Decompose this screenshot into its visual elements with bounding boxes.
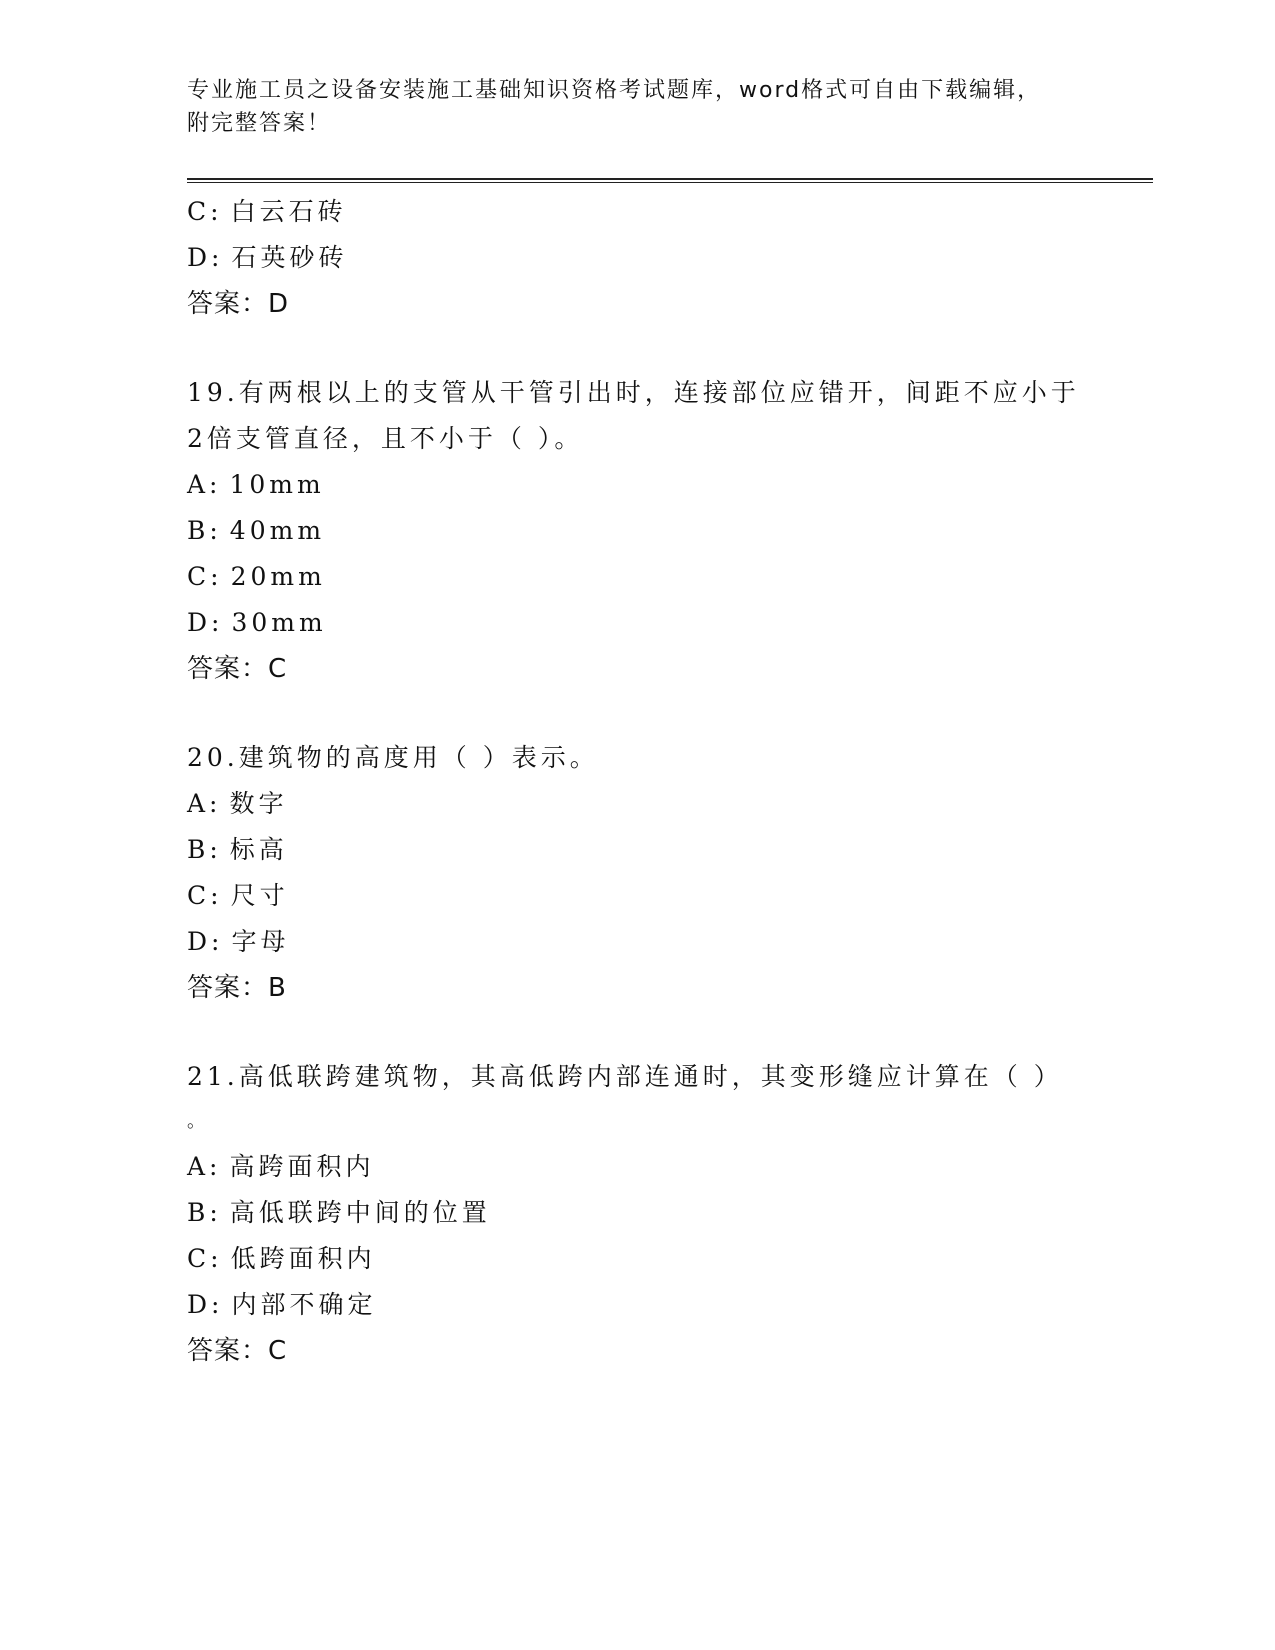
question-stem-line: 。 [187, 1111, 209, 1132]
option-label: D: [187, 243, 224, 272]
option-label: D: [187, 1290, 224, 1319]
answer-line: 答案：D [187, 289, 290, 319]
question-block-19 [187, 370, 1087, 692]
spacer [187, 327, 1087, 370]
option-label: B: [187, 516, 222, 545]
question-stem-line: 21.高低联跨建筑物，其高低跨内部连通时，其变形缝应计算在（ ） [187, 1062, 1063, 1091]
header-line-2: 附完整答案！ [187, 111, 332, 136]
question-stem-line: 19.有两根以上的支管从干管引出时，连接部位应错开，间距不应小于 [187, 378, 1080, 407]
option-text: 尺寸 [230, 881, 289, 910]
option-text: 10mm [229, 470, 325, 499]
option-c [187, 189, 1087, 235]
option-text: 数字 [229, 789, 288, 818]
option-b [187, 508, 1087, 554]
option-label: A: [187, 1152, 222, 1181]
option-d [187, 919, 1087, 965]
option-c [187, 554, 1087, 600]
header-line-1: 专业施工员之设备安装施工基础知识资格考试题库，word格式可自由下载编辑， [187, 78, 1042, 103]
option-label: B: [187, 1198, 222, 1227]
option-label: B: [187, 835, 222, 864]
option-a [187, 462, 1087, 508]
option-text: 内部不确定 [231, 1290, 377, 1319]
option-c [187, 873, 1087, 919]
option-a [187, 1144, 1087, 1190]
answer-line: 答案：C [187, 654, 288, 684]
option-text: 石英砂砖 [231, 243, 348, 272]
option-a [187, 781, 1087, 827]
option-d [187, 235, 1087, 281]
option-label: C: [187, 1244, 223, 1273]
question-block-20 [187, 735, 1087, 1011]
option-b [187, 827, 1087, 873]
option-text: 低跨面积内 [230, 1244, 376, 1273]
option-d [187, 1282, 1087, 1328]
option-label: A: [187, 789, 222, 818]
option-text: 字母 [231, 927, 290, 956]
option-label: C: [187, 197, 223, 226]
option-text: 高低联跨中间的位置 [229, 1198, 491, 1227]
document-header [187, 74, 1057, 140]
question-block-18 [187, 189, 1087, 327]
spacer [187, 692, 1087, 735]
option-label: A: [187, 470, 222, 499]
option-text: 白云石砖 [230, 197, 347, 226]
option-text: 30mm [231, 608, 327, 637]
option-text: 标高 [229, 835, 288, 864]
option-d [187, 600, 1087, 646]
header-divider [187, 178, 1153, 183]
option-b [187, 1190, 1087, 1236]
answer-line: 答案：C [187, 1336, 288, 1366]
option-c [187, 1236, 1087, 1282]
spacer [187, 1011, 1087, 1054]
question-block-21 [187, 1054, 1087, 1374]
question-stem-line: 2倍支管直径，且不小于（ ）。 [187, 424, 584, 453]
option-label: D: [187, 927, 224, 956]
option-text: 40mm [229, 516, 326, 545]
answer-line: 答案：B [187, 973, 287, 1003]
option-label: C: [187, 881, 223, 910]
question-list [187, 189, 1087, 1374]
option-text: 高跨面积内 [229, 1152, 375, 1181]
option-label: D: [187, 608, 224, 637]
question-stem-line: 20.建筑物的高度用（ ）表示。 [187, 743, 599, 772]
option-label: C: [187, 562, 223, 591]
option-text: 20mm [230, 562, 326, 591]
